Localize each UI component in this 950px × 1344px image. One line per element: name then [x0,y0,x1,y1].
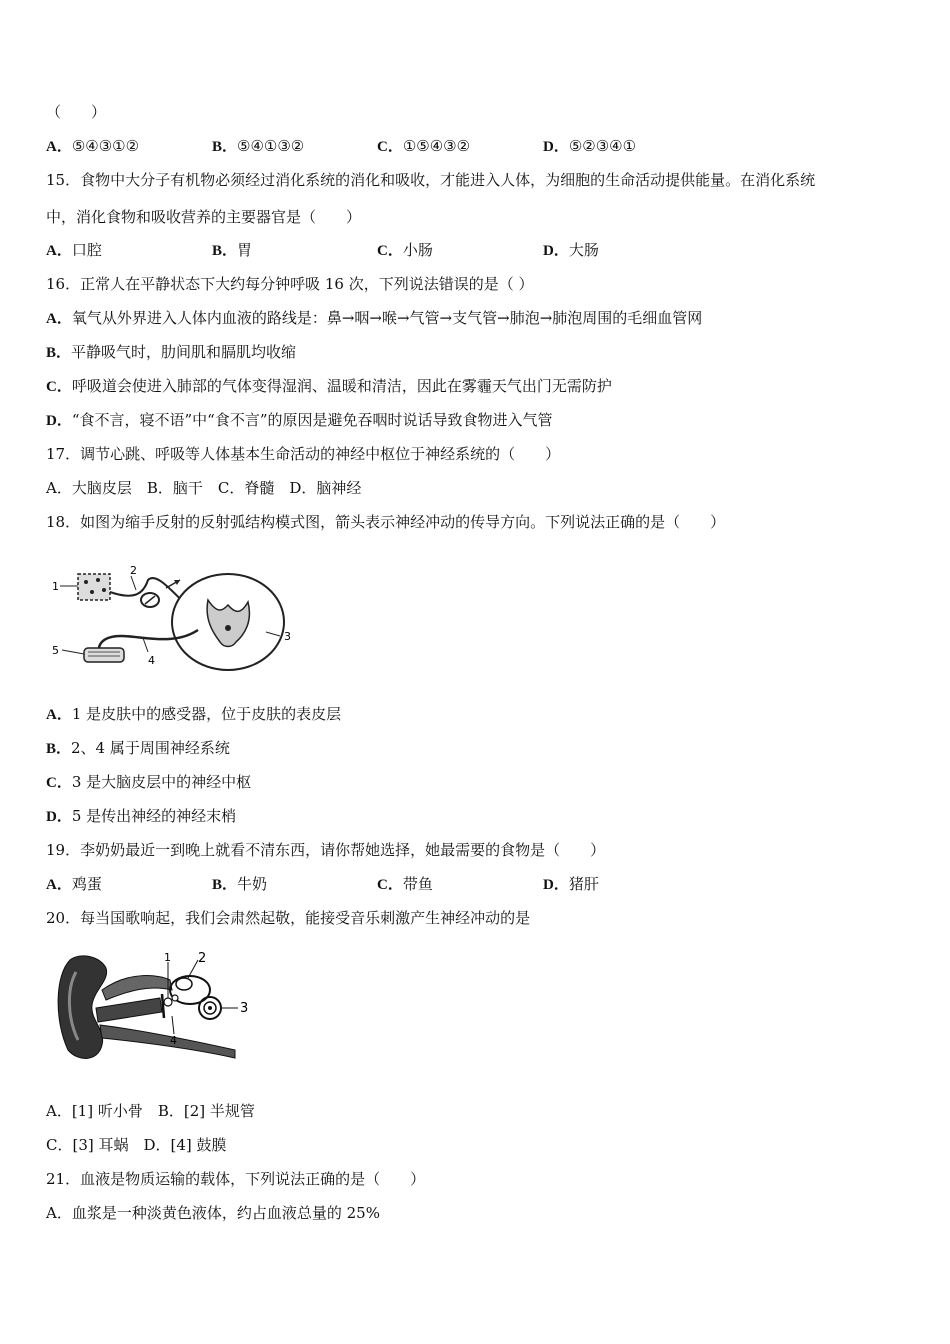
eardrum [162,994,164,1018]
q18-stem: 18．如图为缩手反射的反射弧结构模式图，箭头表示神经冲动的传导方向。下列说法正确的是（ ） [46,513,726,531]
q21-stem: 21．血液是物质运输的载体，下列说法正确的是（ ） [46,1170,426,1188]
option-a[interactable]: A．⑤④③①② [46,137,140,155]
label-3: 3 [284,630,291,643]
q19-stem: 19．李奶奶最近一到晚上就看不清东西，请你帮她选择，她最需要的食物是（ ） [46,841,606,859]
option-c[interactable]: C．小肠 [377,241,433,259]
middle-inner-ear [164,976,210,1006]
option-d[interactable]: D．⑤②③④① [543,137,637,155]
q16-option-a[interactable]: A．氧气从外界进入人体内血液的路线是：鼻→咽→喉→气管→支气管→肺泡→肺泡周围的毛细血管网 [46,309,703,327]
q20-options-line2[interactable]: C．[3] 耳蜗 D．[4] 鼓膜 [46,1136,227,1154]
option-c[interactable]: C．①⑤④③② [377,137,471,155]
skin-receptor [78,574,110,600]
cochlea [199,997,221,1019]
q15-stem-line1: 15．食物中大分子有机物必须经过消化系统的消化和吸收，才能进入人体，为细胞的生命活动提供能量。在消化系统 [46,171,816,189]
label-2: 2 [198,951,207,966]
q18-option-a[interactable]: A．1 是皮肤中的感受器，位于皮肤的表皮层 [46,705,342,723]
q16-option-d[interactable]: D．“食不言，寝不语”中“食不言”的原因是避免吞咽时说话导致食物进入气管 [46,411,553,429]
q14-options [46,136,906,156]
q20-options-line1[interactable]: A．[1] 听小骨 B．[2] 半规管 [46,1102,255,1120]
option-d[interactable]: D．大肠 [543,241,599,259]
option-d[interactable]: D．猪肝 [543,875,599,893]
option-b[interactable]: B．牛奶 [212,875,268,893]
q16-stem: 16．正常人在平静状态下大约每分钟呼吸 16 次，下列说法错误的是（ ） [46,275,534,293]
label-1: 1 [164,951,171,964]
label-3: 3 [240,1001,249,1016]
q19-options [46,874,906,894]
option-c[interactable]: C．带鱼 [377,875,433,893]
q16-option-b[interactable]: B．平静吸气时，肋间肌和膈肌均收缩 [46,343,297,361]
reflex-arc-figure [48,560,298,675]
option-a[interactable]: A．鸡蛋 [46,875,102,893]
q17-stem: 17．调节心跳、呼吸等人体基本生命活动的神经中枢位于神经系统的（ ） [46,445,561,463]
q18-option-b[interactable]: B．2、4 属于周围神经系统 [46,739,230,757]
label-1: 1 [52,580,59,593]
label-2: 2 [130,564,137,577]
effector-muscle [84,648,124,662]
q18-option-d[interactable]: D．5 是传出神经的神经末梢 [46,807,237,825]
q14-stem-tail: （ ） [46,103,107,121]
q16-option-c[interactable]: C．呼吸道会使进入肺部的气体变得湿润、温暖和清洁，因此在雾霾天气出门无需防护 [46,377,612,395]
q21-option-a[interactable]: A．血浆是一种淡黄色液体，约占血液总量的 25% [46,1204,380,1222]
label-4: 4 [148,654,155,667]
q15-stem-line2: 中，消化食物和吸收营养的主要器官是（ ） [46,208,362,226]
q18-option-c[interactable]: C．3 是大脑皮层中的神经中枢 [46,773,252,791]
q20-stem: 20．每当国歌响起，我们会肃然起敬，能接受音乐刺激产生神经冲动的是 [46,909,531,927]
ear-structure-figure [50,950,265,1065]
label-5: 5 [52,644,59,657]
q17-options[interactable]: A．大脑皮层 B．脑干 C．脊髓 D．脑神经 [46,479,362,497]
option-a[interactable]: A．口腔 [46,241,102,259]
spinal-cord [172,574,284,670]
label-4: 4 [170,1034,177,1047]
option-b[interactable]: B．⑤④①③② [212,137,305,155]
q15-options [46,240,906,260]
option-b[interactable]: B．胃 [212,241,253,259]
